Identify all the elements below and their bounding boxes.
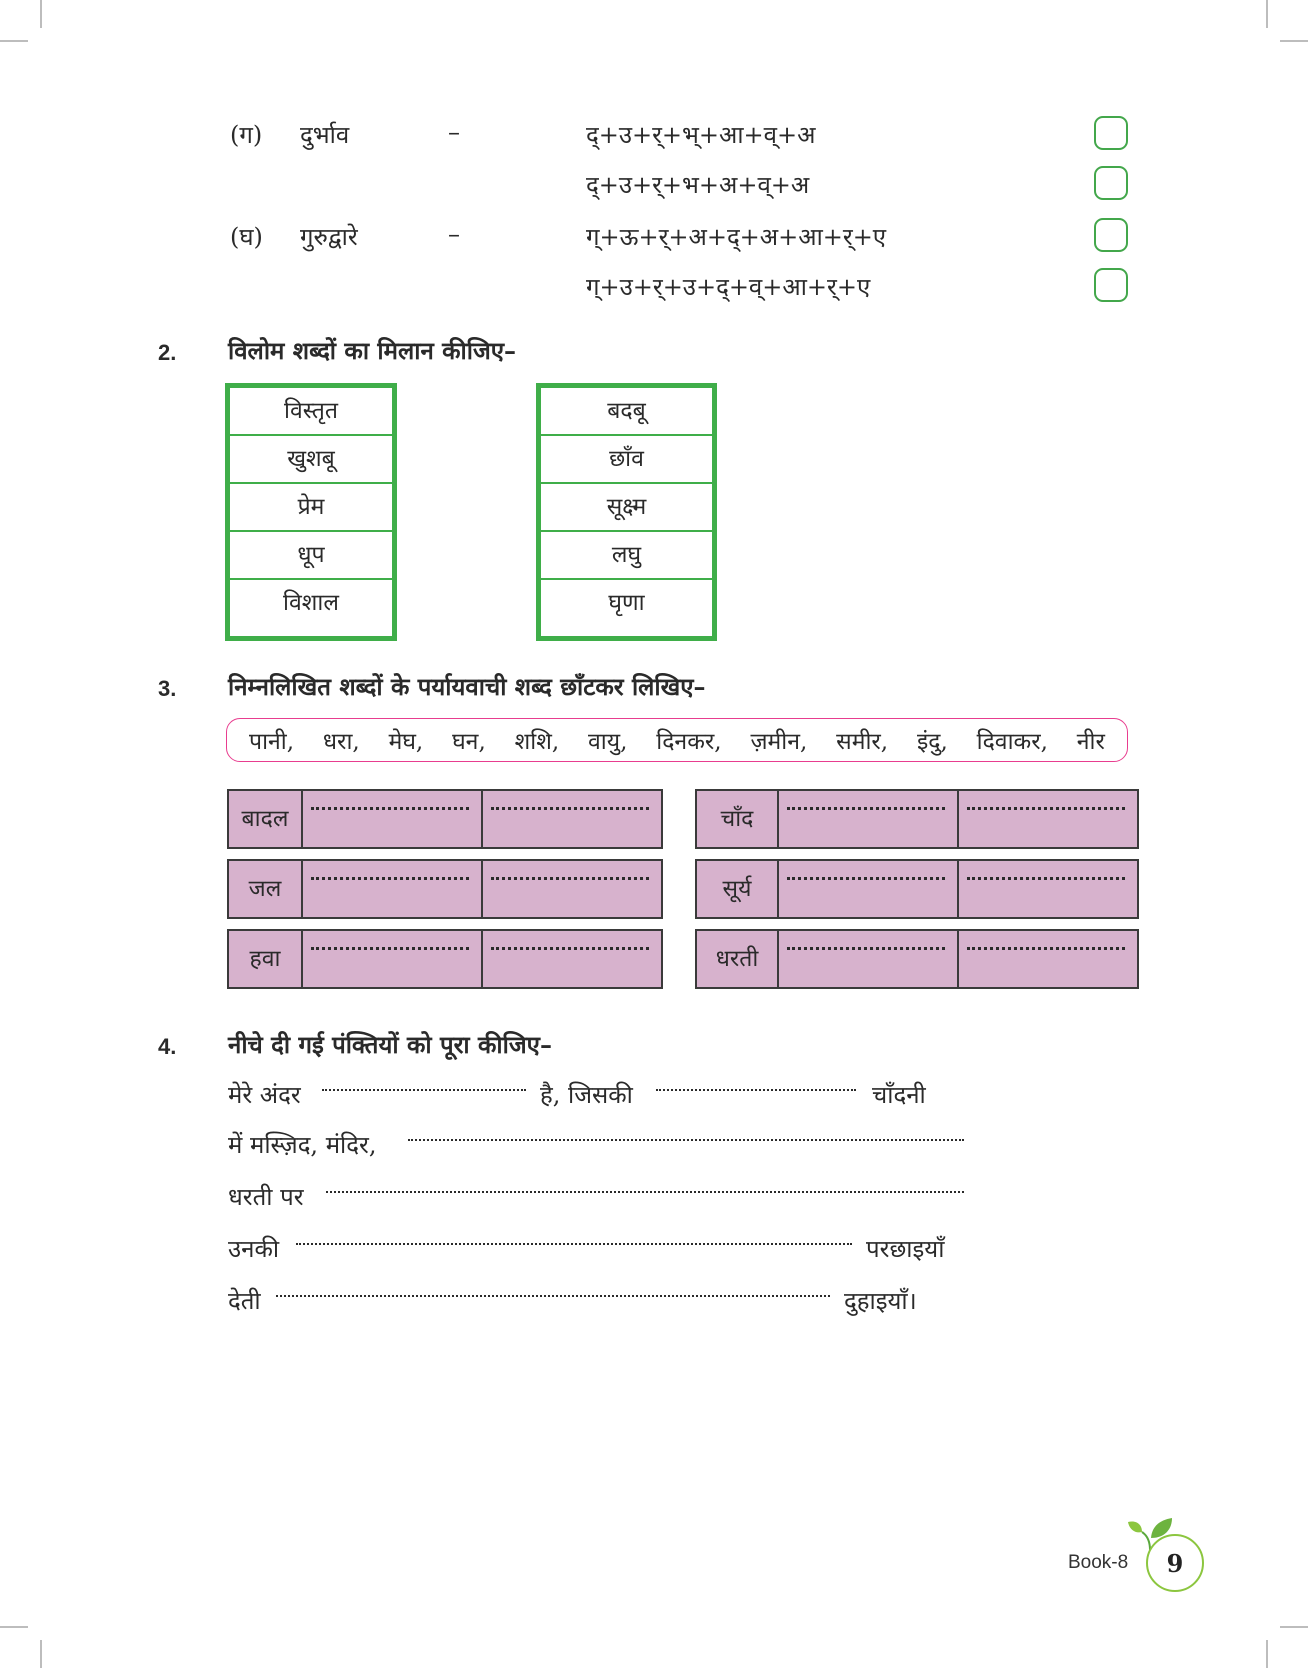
book-label: Book-8 <box>1068 1552 1129 1573</box>
word-bank-item: मेघ, <box>388 729 424 755</box>
antonym-word[interactable]: बदबू <box>541 388 712 436</box>
poem-text: चाँदनी <box>872 1081 926 1109</box>
antonym-word[interactable]: विस्तृत <box>230 388 392 436</box>
word-bank-item: वायु, <box>588 729 628 755</box>
item-marker-gha: (घ) <box>230 223 263 251</box>
page-number-badge <box>1146 1534 1204 1592</box>
synonym-blank[interactable] <box>959 861 1137 917</box>
question-number: 2. <box>158 340 177 365</box>
synonym-blank[interactable] <box>303 791 483 847</box>
item-marker-ga: (ग) <box>230 121 263 149</box>
item-dash: – <box>448 220 460 248</box>
question-heading: नीचे दी गई पंक्तियों को पूरा कीजिए– <box>228 1030 552 1059</box>
word-bank-item: शशि, <box>514 729 560 755</box>
fill-blank[interactable] <box>408 1139 964 1141</box>
word-bank <box>226 718 1128 762</box>
fill-blank[interactable] <box>322 1089 526 1091</box>
answer-checkbox[interactable] <box>1094 116 1128 150</box>
synonym-blank[interactable] <box>959 791 1137 847</box>
fill-blank[interactable] <box>276 1295 830 1297</box>
question-heading: निम्नलिखित शब्दों के पर्यायवाची शब्द छाँटकर लिखिए– <box>228 672 706 701</box>
poem-text: परछाइयाँ <box>866 1235 945 1263</box>
item-dash: – <box>448 118 460 146</box>
crop-mark <box>0 40 28 42</box>
synonym-label: जल <box>229 861 303 917</box>
synonym-label: बादल <box>229 791 303 847</box>
option-text: द्+उ+र्+भ्+आ+व्+अ <box>586 121 816 149</box>
antonym-word[interactable]: सूक्ष्म <box>541 484 712 532</box>
antonym-word[interactable]: धूप <box>230 532 392 580</box>
crop-mark <box>0 1626 28 1628</box>
item-word-gurudware: गुरुद्वारे <box>300 223 358 251</box>
word-bank-item: समीर, <box>836 729 889 755</box>
synonym-blank[interactable] <box>303 931 483 987</box>
synonym-blank[interactable] <box>779 791 959 847</box>
crop-mark <box>1266 0 1268 28</box>
word-bank-item: घन, <box>452 729 486 755</box>
synonym-row <box>695 859 1139 919</box>
fill-blank[interactable] <box>296 1243 852 1245</box>
word-bank-item: दिनकर, <box>656 729 722 755</box>
answer-checkbox[interactable] <box>1094 268 1128 302</box>
antonym-word[interactable]: छाँव <box>541 436 712 484</box>
antonym-left-table <box>225 383 397 641</box>
poem-text: दुहाइयाँ। <box>844 1287 917 1315</box>
word-bank-item: इंदु, <box>916 729 948 755</box>
antonym-right-table <box>536 383 717 641</box>
synonym-row <box>227 789 663 849</box>
word-bank-item: ज़मीन, <box>750 729 808 755</box>
fill-blank[interactable] <box>326 1191 964 1193</box>
synonym-blank[interactable] <box>483 791 661 847</box>
word-bank-item: धरा, <box>322 729 360 755</box>
synonym-blank[interactable] <box>959 931 1137 987</box>
crop-mark <box>1280 40 1308 42</box>
option-text: ग्+उ+र्+उ+द्+व्+आ+र्+ए <box>586 273 871 301</box>
answer-checkbox[interactable] <box>1094 218 1128 252</box>
poem-text: उनकी <box>228 1235 280 1263</box>
crop-mark <box>1280 1626 1308 1628</box>
poem-text: में मस्ज़िद, मंदिर, <box>228 1131 377 1159</box>
word-bank-item: दिवाकर, <box>976 729 1048 755</box>
crop-mark <box>40 1640 42 1668</box>
question-number: 3. <box>158 676 177 701</box>
option-text: ग्+ऊ+र्+अ+द्+अ+आ+र्+ए <box>586 223 887 251</box>
answer-checkbox[interactable] <box>1094 166 1128 200</box>
antonym-word[interactable]: घृणा <box>608 590 645 616</box>
synonym-row <box>227 929 663 989</box>
synonym-row <box>227 859 663 919</box>
antonym-word[interactable]: खुशबू <box>230 436 392 484</box>
synonym-blank[interactable] <box>483 931 661 987</box>
synonym-label: चाँद <box>697 791 779 847</box>
fill-blank[interactable] <box>656 1089 856 1091</box>
page-number: 9 <box>1166 1548 1184 1578</box>
synonym-label: धरती <box>697 931 779 987</box>
antonym-word[interactable]: लघु <box>541 532 712 580</box>
question-heading: विलोम शब्दों का मिलान कीजिए– <box>228 336 517 365</box>
synonym-blank[interactable] <box>483 861 661 917</box>
poem-text: है, जिसकी <box>540 1081 633 1109</box>
question-number: 4. <box>158 1034 177 1059</box>
synonym-label: हवा <box>229 931 303 987</box>
synonym-blank[interactable] <box>779 931 959 987</box>
synonym-row <box>695 789 1139 849</box>
option-text: द्+उ+र्+भ+अ+व्+अ <box>586 171 810 199</box>
poem-text: धरती पर <box>228 1183 304 1211</box>
synonym-row <box>695 929 1139 989</box>
antonym-word[interactable]: प्रेम <box>230 484 392 532</box>
synonym-blank[interactable] <box>779 861 959 917</box>
crop-mark <box>1266 1640 1268 1668</box>
word-bank-item: पानी, <box>249 729 295 755</box>
antonym-word[interactable]: विशाल <box>283 590 339 616</box>
item-word-durbhav: दुर्भाव <box>300 121 350 149</box>
poem-text: देती <box>228 1287 261 1315</box>
synonym-blank[interactable] <box>303 861 483 917</box>
synonym-label: सूर्य <box>697 861 779 917</box>
poem-text: मेरे अंदर <box>228 1081 301 1109</box>
word-bank-item: नीर <box>1076 729 1105 755</box>
crop-mark <box>40 0 42 28</box>
